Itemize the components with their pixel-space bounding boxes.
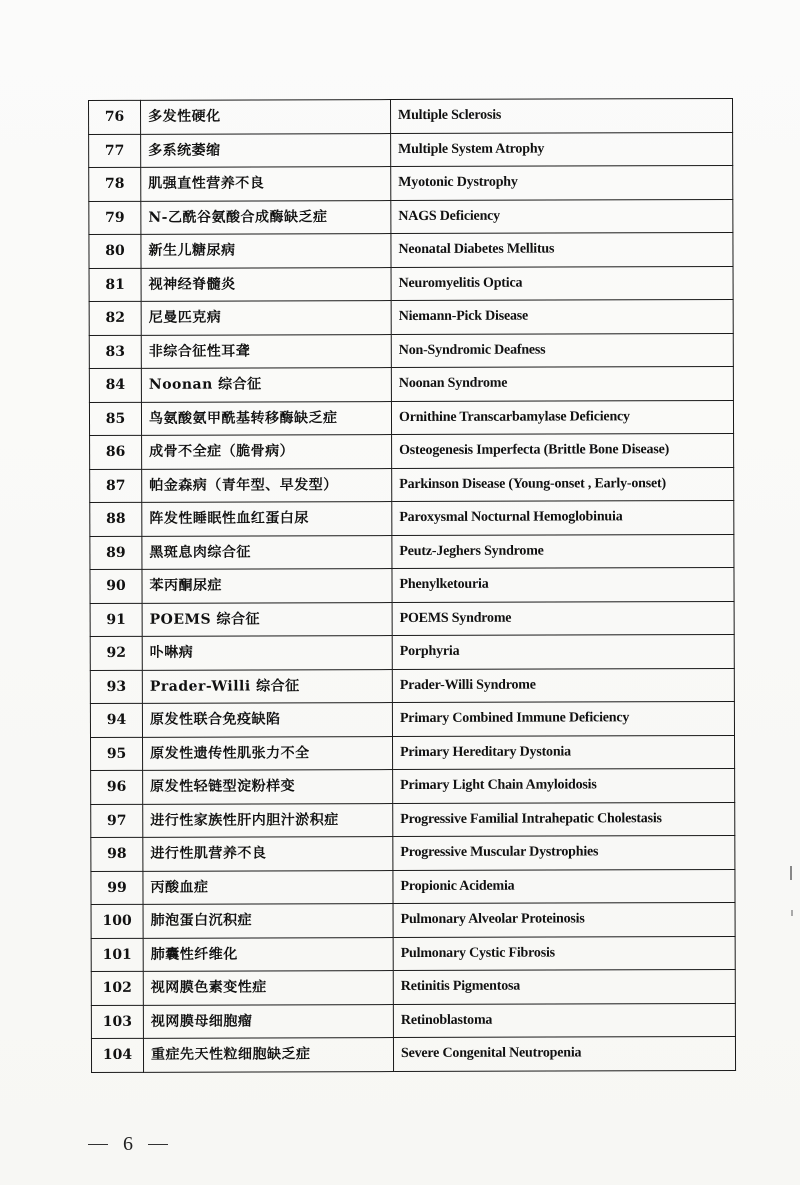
page-number: 6 [123,1132,133,1155]
table-row [89,232,733,268]
chinese-name: 进行性肌营养不良 [143,837,393,871]
row-number: 76 [89,100,141,134]
english-name: Neuromyelitis Optica [391,266,733,301]
chinese-name: 肺囊性纤维化 [143,937,393,971]
row-number: 84 [89,368,141,402]
chinese-name: 肺泡蛋白沉积症 [143,904,393,938]
chinese-name: Noonan 综合征 [141,368,391,402]
table-row [89,132,733,168]
table-row [90,601,734,637]
table-row [89,299,733,335]
row-number: 103 [91,1005,143,1039]
row-number: 96 [91,770,143,804]
table-row [91,802,735,838]
chinese-name: 成骨不全症（脆骨病） [142,435,392,469]
row-number: 82 [89,301,141,335]
table-row [90,567,734,603]
english-name: Osteogenesis Imperfecta (Brittle Bone Disease) [392,433,734,468]
table-body [89,98,736,1072]
row-number: 99 [91,871,143,905]
table-row [90,534,734,570]
row-number: 87 [90,469,142,503]
row-number: 98 [91,837,143,871]
english-name: POEMS Syndrome [392,601,734,636]
row-number: 102 [91,971,143,1005]
english-name: Pulmonary Alveolar Proteinosis [393,902,735,937]
table-row [90,668,734,704]
scan-edge-mark [790,866,792,880]
english-name: Pulmonary Cystic Fibrosis [393,936,735,971]
footer-dash-right [148,1144,168,1146]
table-row [89,165,733,201]
chinese-name: 原发性联合免疫缺陷 [142,703,392,737]
english-name: Multiple Sclerosis [391,98,733,133]
row-number: 104 [91,1038,143,1072]
english-name: Noonan Syndrome [391,366,733,401]
chinese-name: 原发性遗传性肌张力不全 [143,736,393,770]
row-number: 85 [89,402,141,436]
english-name: NAGS Deficiency [391,199,733,234]
row-number: 97 [91,804,143,838]
page-footer [88,1132,168,1156]
chinese-name: 尼曼匹克病 [141,301,391,335]
table-row [90,467,734,503]
english-name: Neonatal Diabetes Mellitus [391,232,733,267]
table-row [89,266,733,302]
table-row [90,634,734,670]
chinese-name: 非综合征性耳聋 [141,334,391,368]
chinese-name: 视网膜母细胞瘤 [143,1004,393,1038]
table-row [91,835,735,871]
english-name: Progressive Muscular Dystrophies [393,835,735,870]
row-number: 88 [90,502,142,536]
row-number: 83 [89,335,141,369]
row-number: 79 [89,201,141,235]
table-row [89,199,733,235]
english-name: Phenylketouria [392,567,734,602]
chinese-name: 苯丙酮尿症 [142,569,392,603]
english-name: Primary Hereditary Dystonia [392,735,734,770]
footer-dash-left [88,1144,108,1146]
row-number: 95 [91,737,143,771]
english-name: Paroxysmal Nocturnal Hemoglobinuia [392,500,734,535]
chinese-name: 多系统萎缩 [141,133,391,167]
english-name: Severe Congenital Neutropenia [393,1036,735,1071]
chinese-name: 阵发性睡眠性血红蛋白尿 [142,502,392,536]
chinese-name: 进行性家族性肝内胆汁淤积症 [143,803,393,837]
english-name: Peutz-Jeghers Syndrome [392,534,734,569]
row-number: 100 [91,904,143,938]
chinese-name: 视神经脊髓炎 [141,267,391,301]
table-row [90,701,734,737]
table-row [89,98,733,134]
english-name: Prader-Willi Syndrome [392,668,734,703]
chinese-name: 帕金森病（青年型、早发型） [142,468,392,502]
english-name: Progressive Familial Intrahepatic Cholestasis [393,802,735,837]
english-name: Primary Combined Immune Deficiency [392,701,734,736]
row-number: 89 [90,536,142,570]
rare-disease-table [88,98,736,1073]
row-number: 80 [89,234,141,268]
english-name: Propionic Acidemia [393,869,735,904]
chinese-name: 视网膜色素变性症 [143,971,393,1005]
row-number: 92 [90,636,142,670]
row-number: 77 [89,134,141,168]
table-row [91,1036,735,1072]
row-number: 78 [89,167,141,201]
row-number: 81 [89,268,141,302]
english-name: Parkinson Disease (Young-onset , Early-onset) [392,467,734,502]
table-row [89,333,733,369]
table-row [89,366,733,402]
table-row [90,500,734,536]
row-number: 90 [90,569,142,603]
table-row [91,1003,735,1039]
table-row [91,735,735,771]
table-row [91,768,735,804]
table-row [89,400,733,436]
table-row [91,936,735,972]
english-name: Ornithine Transcarbamylase Deficiency [391,400,733,435]
table-row [90,433,734,469]
chinese-name: 鸟氨酸氨甲酰基转移酶缺乏症 [141,401,391,435]
row-number: 93 [90,670,142,704]
english-name: Retinitis Pigmentosa [393,969,735,1004]
chinese-name: Prader-Willi 综合征 [142,669,392,703]
english-name: Niemann-Pick Disease [391,299,733,334]
english-name: Primary Light Chain Amyloidosis [393,768,735,803]
english-name: Retinoblastoma [393,1003,735,1038]
chinese-name: 肌强直性营养不良 [141,167,391,201]
row-number: 101 [91,938,143,972]
english-name: Non-Syndromic Deafness [391,333,733,368]
english-name: Multiple System Atrophy [391,132,733,167]
scan-edge-mark [791,910,793,916]
table-row [91,902,735,938]
disease-table-container [88,98,735,1073]
row-number: 91 [90,603,142,637]
row-number: 94 [90,703,142,737]
chinese-name: 新生儿糖尿病 [141,234,391,268]
chinese-name: 原发性轻链型淀粉样变 [143,770,393,804]
chinese-name: 黑斑息肉综合征 [142,535,392,569]
chinese-name: 丙酸血症 [143,870,393,904]
chinese-name: N-乙酰谷氨酸合成酶缺乏症 [141,200,391,234]
chinese-name: 多发性硬化 [141,100,391,134]
chinese-name: 重症先天性粒细胞缺乏症 [143,1038,393,1072]
english-name: Porphyria [392,634,734,669]
english-name: Myotonic Dystrophy [391,165,733,200]
table-row [91,869,735,905]
row-number: 86 [90,435,142,469]
chinese-name: 卟啉病 [142,636,392,670]
chinese-name: POEMS 综合征 [142,602,392,636]
table-row [91,969,735,1005]
